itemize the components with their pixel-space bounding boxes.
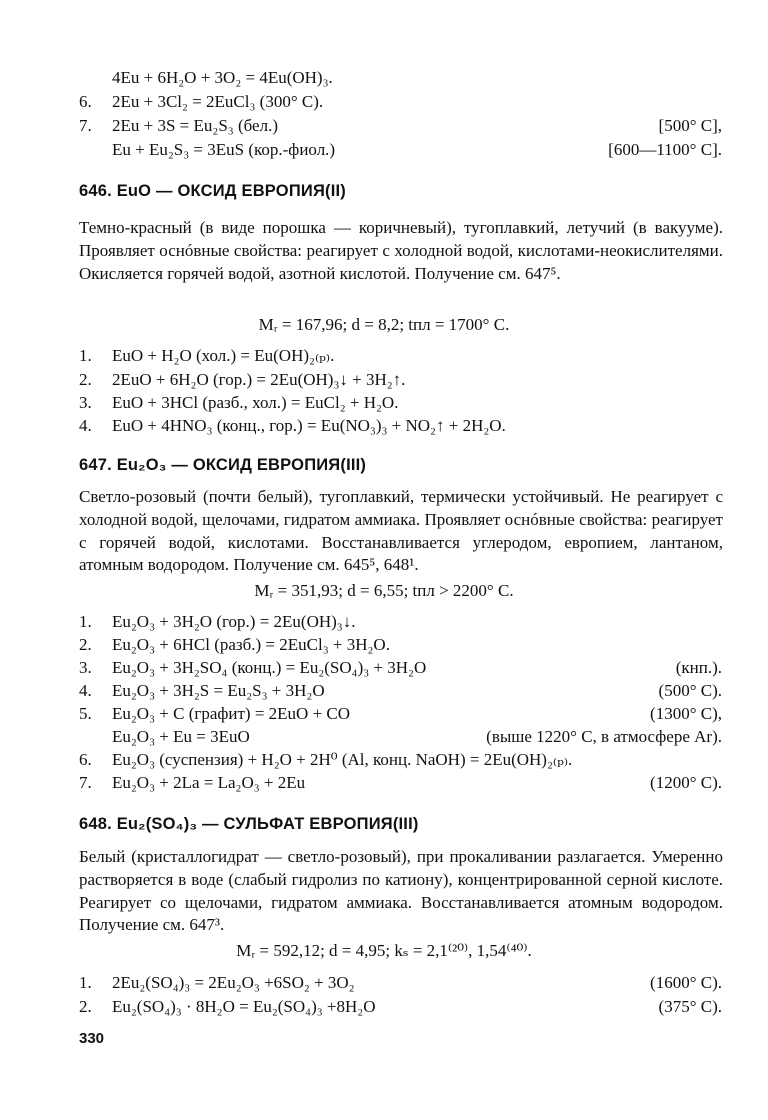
page-number: 330 bbox=[79, 1030, 105, 1047]
equation: 2Eu + 3Cl₂ = 2EuCl₃ (300° C). bbox=[112, 92, 324, 111]
item-number: 4. bbox=[79, 681, 92, 700]
section-description-646: Темно-красный (в виде порошка — коричневый), тугоплавкий, летучий (в вакууме). Проявляет оснóвные свойства: реагирует с холодной водой, кислотами-неокислителями. Окисляется горячей водой, азотной кислотой. Получение см. 647⁵. bbox=[79, 218, 723, 283]
section-heading-647: 647. Eu₂O₃ — ОКСИД ЕВРОПИЯ(III) bbox=[79, 456, 367, 474]
equation: EuO + H₂O (хол.) = Eu(OH)₂₍ₚ₎. bbox=[112, 346, 335, 365]
equation: Eu + Eu₂S₃ = 3EuS (кор.-фиол.) bbox=[112, 140, 336, 159]
equation: Eu₂O₃ + C (графит) = 2EuO + CO bbox=[112, 704, 351, 723]
equation: 4Eu + 6H₂O + 3O₂ = 4Eu(OH)₃. bbox=[112, 68, 333, 87]
equation: Eu₂O₃ + 3H₂S = Eu₂S₃ + 3H₂O bbox=[112, 681, 325, 700]
section-description-647: Светло-розовый (почти белый), тугоплавкий, термически устойчивый. Не реагирует с холодной водой, щелочами, гидратом аммиака. Проявляет оснóвные свойства: реагирует с горячей водой, кислотами. Восстанавливается углеродом, европием, лантаном, атомным водородом. Получение см. 645⁵, 648¹. bbox=[79, 487, 723, 575]
item-number: 1. bbox=[79, 346, 92, 365]
equation: 2Eu₂(SO₄)₃ = 2Eu₂O₃ +6SO₂ + 3O₂ bbox=[112, 973, 355, 992]
equation: Eu₂O₃ + 3H₂O (гор.) = 2Eu(OH)₃↓. bbox=[112, 612, 356, 631]
condition: [600—1100° C]. bbox=[608, 140, 722, 159]
item-number: 7. bbox=[79, 116, 92, 135]
section-description-648: Белый (кристаллогидрат — светло-розовый), при прокаливании разлагается. Умеренно растворяется в воде (слабый гидролиз по катиону), концентрированной серной кислоте. Реагирует со щелочами, гидратом аммиака. Восстанавливается атомным водородом. Получение см. 647³. bbox=[79, 847, 723, 935]
item-number: 5. bbox=[79, 704, 92, 723]
section-properties-646: Mᵣ = 167,96; d = 8,2; tпл = 1700° C. bbox=[258, 315, 510, 334]
item-number: 1. bbox=[79, 612, 92, 631]
condition: (выше 1220° C, в атмосфере Ar). bbox=[486, 727, 722, 746]
equation: Eu₂O₃ + Eu = 3EuO bbox=[112, 727, 250, 746]
item-number: 2. bbox=[79, 635, 92, 654]
equation: Eu₂O₃ + 6HCl (разб.) = 2EuCl₃ + 3H₂O. bbox=[112, 635, 390, 654]
condition: [500° C], bbox=[658, 116, 722, 135]
equation: EuO + 3HCl (разб., хол.) = EuCl₂ + H₂O. bbox=[112, 393, 399, 412]
item-number: 3. bbox=[79, 393, 92, 412]
equation: 2EuO + 6H₂O (гор.) = 2Eu(OH)₃↓ + 3H₂↑. bbox=[112, 370, 406, 389]
condition: (кнп.). bbox=[675, 658, 722, 677]
section-heading-646: 646. EuO — ОКСИД ЕВРОПИЯ(II) bbox=[79, 182, 346, 200]
condition: (1300° C), bbox=[650, 704, 722, 723]
item-number: 3. bbox=[79, 658, 92, 677]
equation: 2Eu + 3S = Eu₂S₃ (бел.) bbox=[112, 116, 278, 135]
equation: Eu₂O₃ + 3H₂SO₄ (конц.) = Eu₂(SO₄)₃ + 3H₂O bbox=[112, 658, 427, 677]
section-heading-648: 648. Eu₂(SO₄)₃ — СУЛЬФАТ ЕВРОПИЯ(III) bbox=[79, 815, 419, 833]
item-number: 1. bbox=[79, 973, 92, 992]
section-properties-648: Mᵣ = 592,12; d = 4,95; kₛ = 2,1⁽²⁰⁾, 1,54⁽⁴⁰⁾. bbox=[236, 941, 532, 960]
condition: (500° C). bbox=[658, 681, 722, 700]
item-number: 2. bbox=[79, 370, 92, 389]
item-number: 2. bbox=[79, 997, 92, 1016]
equation: Eu₂(SO₄)₃ · 8H₂O = Eu₂(SO₄)₃ +8H₂O bbox=[112, 997, 376, 1016]
condition: (1600° C). bbox=[650, 973, 722, 992]
condition: (375° C). bbox=[658, 997, 722, 1016]
item-number: 7. bbox=[79, 773, 92, 792]
item-number: 6. bbox=[79, 92, 92, 111]
item-number: 4. bbox=[79, 416, 92, 435]
equation: Eu₂O₃ (суспензия) + H₂O + 2H⁰ (Al, конц. NaOH) = 2Eu(OH)₂₍ₚ₎. bbox=[112, 750, 573, 769]
item-number: 6. bbox=[79, 750, 92, 769]
equation: Eu₂O₃ + 2La = La₂O₃ + 2Eu bbox=[112, 773, 306, 792]
condition: (1200° C). bbox=[650, 773, 722, 792]
section-properties-647: Mᵣ = 351,93; d = 6,55; tпл > 2200° C. bbox=[254, 581, 514, 600]
equation: EuO + 4HNO₃ (конц., гор.) = Eu(NO₃)₃ + NO₂↑ + 2H₂O. bbox=[112, 416, 506, 435]
